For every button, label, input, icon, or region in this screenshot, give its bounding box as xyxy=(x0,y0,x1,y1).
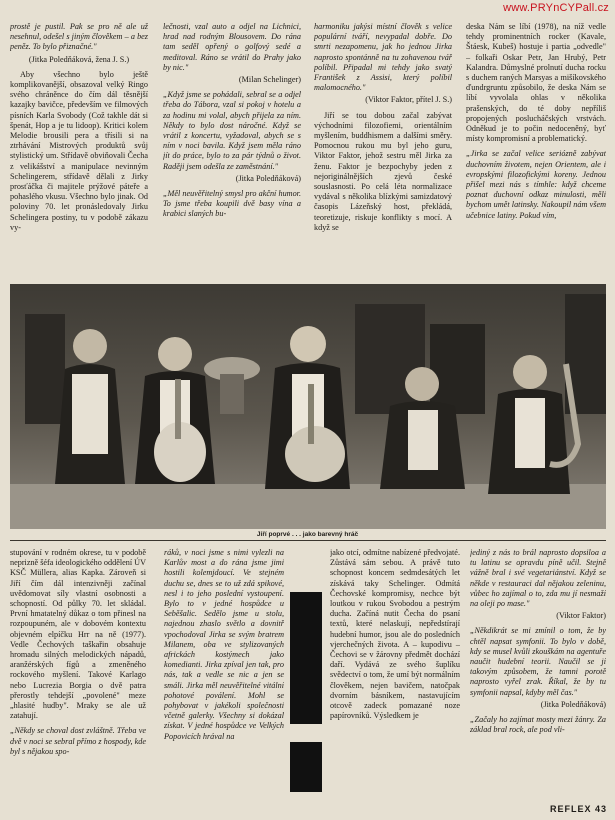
text-column-top-4 xyxy=(466,22,606,278)
paragraph: prostě je pustil. Pak se pro ně ale už nesehnul, odešel s jiným člověkem – a bez peněz. To bylo přiznačné." xyxy=(10,22,148,52)
paragraph: lečnosti, vzal auto a odjel na Lichnici, hrad nad rodným Blousovem. Do rána tam seděl opřený o golfový sedé a meditoval. Ráno se vrátil do Prahy jako by nic." xyxy=(163,22,301,72)
paragraph: (Jitka Poledňáková, žena J. S.) xyxy=(28,54,130,64)
paragraph: (Viktor Faktor) xyxy=(556,611,606,621)
paragraph: ráků, v noci jsme s nimi vylezli na Karlův most a do rána jsme jimi hostili kolemjdoucí. Ve stejném duchu se, dnes se to už zdá spikové, nesl i to jeho poslední vystoupení. Bylo to v jedné hospůdce u Seběšalic. Sedělo jsme u stolu, najednou zhaslo světlo a dovnitř vpochodoval Jirka se svým bratrem Milanem, oba ve stylizovaných africkách kostýmech jako komedianti. Jirka zpíval jen tak, pro nás, tak a vedle se nic a jen se smáli. Jirka měl neuvěřitelné vitální pohotové poválení. Mohl se pohybovat v jakékoli společnosti včetně galerky. Všechny si dokázal získat. V jedné hospůdce ve Velkých Popovicích hrával na xyxy=(164,548,284,741)
band-photo xyxy=(10,284,606,529)
text-column-bottom-2 xyxy=(164,548,284,816)
paragraph: jako otcí, odmítne nabízené předvojaté. Zůstává sám sebou. A právě tuto schopnost koncem sedmdesátých let získává taky Schelinger. Odmítá Čechovské kompromisy, nechce být loutkou v rukou Svobodou a pestrým ducha. Začíná nutit Čecha do psaní textů, které nelaskují, nepředstírají hudební humor, jsou ale do posledních vjerchečných života. A – kupodivu – Čechovi se v žárovny předmět dochází daří. Vydává ze svého šuplíku svědectví o tom, že umí být normálním člověkem, nejen bavičem, natočpak dvorním básníkem, nastavujícím otcově zadeck pomazané noze papírovníků. Výsledkem je xyxy=(330,548,460,721)
paragraph: (Viktor Faktor, přítel J. S.) xyxy=(365,95,452,105)
text-column-top-3 xyxy=(314,22,452,278)
exclamation-mark-graphic xyxy=(288,592,324,792)
paragraph: „Měl neuvěřitelný smysl pro akční humor. To jsme třeba koupili dvě basy vína a krabici slaných bu- xyxy=(163,189,301,219)
paragraph: Aby všechno bylo ještě komplikovanější, obsazoval velký Ringo svého chráněnce do čím dál těsnější kazajky bavičce, především ve filmových písních Karla Svobody (Což takhle dát si špenát, Hop a je tu lidoop). Kritici kolem Melodie brousili pera a třísili si na ztrhávání Mistrových produktů svůj stylistický um. Střídavě obviňovali Čecha z velikášství a manipulace nevinným Schelingerem, střídavě dělali z Jirky prosťáčka či majitele prýžové páteře a pohaslého vkusu. Všechno bylo jinak. Od poloviny 70. let pronásledovaly Jirku Schelingera postiny, tu v podobě zákazu vy- xyxy=(10,69,148,232)
photo-caption: Jiří poprvé . . . jako barevný hráč xyxy=(256,531,359,538)
paragraph: jediný z nás to brál naprosto dopsiloa a tu latinu se opravdu píně učil. Stejně vážně bral i své vegetariánství. Když se někde v restauraci dal nějakou zeleninu, vůbec ho zajímal o to, zda mu jí nesmaží na oleji po mase." xyxy=(470,548,606,609)
paragraph: (Jitka Poledňáková) xyxy=(235,173,301,183)
text-column-bottom-3 xyxy=(330,548,460,816)
paragraph: „Někdy se choval dost zvláštně. Třeba ve dvě v noci se sebral přímo z hospody, kde byl s nějakou spo- xyxy=(10,726,146,756)
paragraph: „Jirka se začal velice seriózně zabývat duchovním životem, nejen Orientem, ale i evropskými filozofickými koreny. Jednou přišel mezi nás s tímhle: když chceme poznat duchovní odkaz minulosti, měli bychom umět latinsky. Nakoupil nám všem učebnice latiny. Pokud vím, xyxy=(466,149,606,220)
text-column-top-2 xyxy=(163,22,301,278)
paragraph: „Začaly ho zajímat mosty mezi žánry. Za základ bral rock, ale pod vli- xyxy=(470,715,606,735)
paragraph: „Někdikrát se mi zmínil o tom, že by chtěl napsat symfonii. To bylo v době, kdy se musel kvůli zkouškám na agentuře naučit hudební teorii. Naučil se jí takovým způsobem, že tamni porotě naprosto vyřel zrak. Říkal, že by tu symfonii napsal, kdyby měl čas." xyxy=(470,626,606,697)
paragraph: (Jitka Poledňáková) xyxy=(540,699,606,709)
paragraph: harmoniku jakýsi místní člověk s velice populární tváří, nevypadal dobře. Do smrti nezapomenu, jak ho jednou Jirka naprosto spontánně na tu zohavenou tvář políbil. Připadal mi tehdy jako svatý František z Assisi, který políbil malomocného." xyxy=(314,22,452,93)
band-photo-image xyxy=(10,284,606,529)
magazine-page-footer: REFLEX 43 xyxy=(549,804,607,814)
paragraph: „Když jsme se pohádali, sebral se a odjel třeba do Tábora, vzal si pokoj v hotelu a za hodinu mi volal, abych přijela za ním. Někdy to bylo dost náročné. Když se vrátil z koncertu, vyžadoval, abych se s ním v noci bavila. Když jsem měla ráno jít do práce, bylo to za pár týdnů o život. Raději jsem odešla ze zaměstnání." xyxy=(163,90,301,171)
paragraph: (Milan Schelinger) xyxy=(238,75,301,85)
paragraph: deska Nám se líbí (1978), na níž vedle tehdy prominentních rocker (Kavale, Štáesk, Kubeš) hostuje i partia „odvedle" – folkaři Oskar Petr, Jan Hrubý, Petr Kalandra. Důmyslné prolnutí ducha rocku s duchem raných Marsyas a mišíkovského ďundrgruntu způsobilo, že deska Nám se líbí vyvolala ohlas v několika prašenských, do té doby nepříliš propojených poslucháčských vrstvách. Odněkud je to počin nedoceněný, byť místy kompromisní a problematický. xyxy=(466,22,606,144)
text-column-top-1 xyxy=(10,22,148,278)
section-divider xyxy=(10,540,606,541)
paragraph: Jiří se tou dobou začal zabývat východními filozofiemi, orientálním myšlením, buddhismem a dalšími směry. Pomocnou rukou mu byl jeho guru, Viktor Faktor, jehož sestru měl Jirka za ženu. Faktor je bezpochyby jeden z nejoriginálnějších zjevů české souslasnosti. Po celá léta normalizace vydával s několika blízkými samizdatový časopis Lázeňský host, překládá, teoretizuje, riskuje konflikty s mocí. A když se xyxy=(314,110,452,232)
text-column-bottom-4 xyxy=(470,548,606,786)
paragraph: stupování v rodném okrese, tu v podobě neprizně šéfa ideologického oddělení ÚV KSČ Müllera, alias Kapka. Zároveň si Jiří čím dál intenzivněji začínal uvědomovat síly vlastní osobnosti a schopností. Od půlky 70. let skládal. První hmatatelný důkaz o tom přinesl na rozpoupuném, ale v dobovém kontextu objevném elpíčku Hrr na ně (1977). Vedle Čechových taškařin obsahuje hromadu silných melodických nápadů, aranžérských fígů a zmeněného rockového myšlení. Takové Karlago nebo Lucrezia Borgia o dvě patra přerostly tehdejší „povolené" meze „hlasité hudby". Mraky se ale už zatahují. xyxy=(10,548,146,721)
text-column-bottom-1 xyxy=(10,548,146,816)
watermark-text: www.PRYnCYPall.cz xyxy=(503,2,609,14)
